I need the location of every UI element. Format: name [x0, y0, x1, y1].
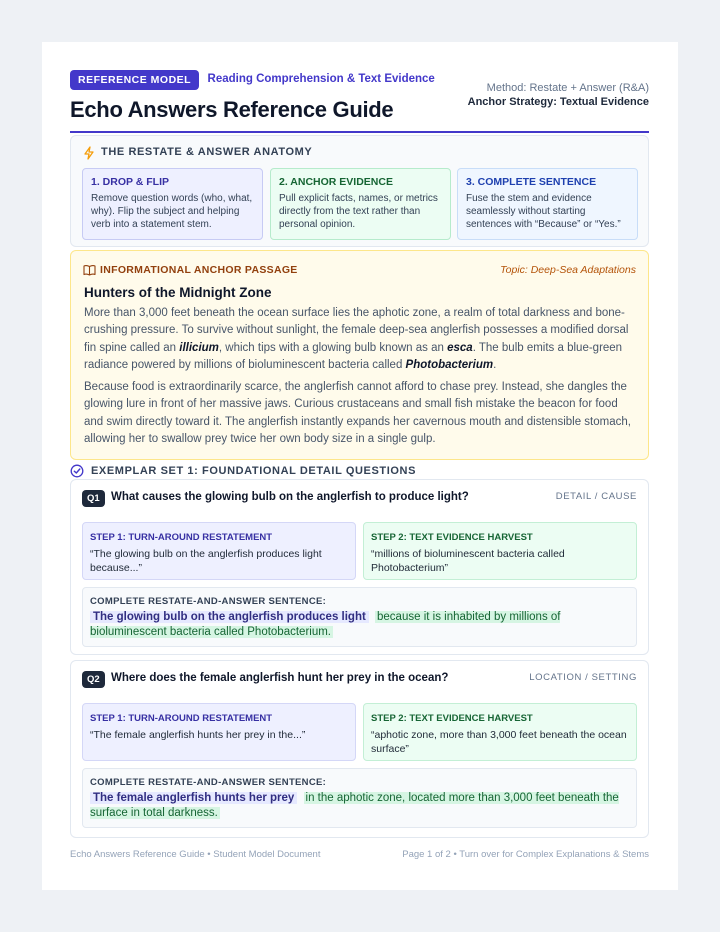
- term-photobacterium: Photobacterium: [405, 358, 494, 371]
- evidence-box: [363, 703, 637, 761]
- anatomy-title: THE RESTATE & ANSWER ANATOMY: [101, 146, 313, 158]
- restate-highlight: The female anglerfish hunts her prey: [90, 792, 297, 804]
- step-body: Remove question words (who, what, why). Flip the subject and helping verb into a statement stem.: [91, 193, 253, 230]
- question-text: Where does the female anglerfish hunt her prey in the ocean?: [111, 672, 449, 684]
- passage-topic: Topic: Deep-Sea Adaptations: [500, 264, 636, 276]
- question-card-q2: [70, 660, 649, 838]
- restate-highlight: The glowing bulb on the anglerfish produces light: [90, 611, 369, 623]
- passage-paragraph-2: Because food is extraordinarily scarce, the anglerfish cannot afford to chase prey. Instead, she dangles the glowing lure in front of her massive jaws. Curious crustaceans and small fish mistake the beacon for food and swim directly toward it. The anglerfish instantly expands her cavernous mouth and distensible stomach, allowing her to swallow prey twice her own body size in a single gulp.: [84, 381, 631, 445]
- page-footer: [70, 849, 649, 860]
- question-card-q1: [70, 479, 649, 655]
- check-circle-icon: [70, 464, 84, 478]
- restatement-text: “The female anglerfish hunts her prey in the...”: [90, 729, 306, 741]
- question-number: Q1: [82, 490, 105, 507]
- strategy-text: Anchor Strategy: Textual Evidence: [467, 96, 649, 108]
- restatement-title: STEP 1: TURN-AROUND RESTATEMENT: [90, 532, 273, 543]
- footer-left: Echo Answers Reference Guide • Student Model Document: [70, 849, 321, 860]
- passage-heading: Hunters of the Midnight Zone: [84, 285, 272, 300]
- anatomy-step-drop-flip: [82, 168, 263, 240]
- header-left: [70, 70, 435, 123]
- anatomy-step-complete-sentence: [457, 168, 638, 240]
- step-title: 3. COMPLETE SENTENCE: [466, 176, 597, 188]
- evidence-highlight: in the aphotic zone, located more than 3,000 feet beneath the surface in total darkness.: [90, 792, 619, 819]
- complete-sentence-box: [82, 587, 637, 647]
- complete-sentence: [90, 791, 629, 821]
- question-tag: LOCATION / SETTING: [529, 672, 637, 683]
- complete-sentence-box: [82, 768, 637, 828]
- step-title: 2. ANCHOR EVIDENCE: [279, 176, 393, 188]
- evidence-text: “aphotic zone, more than 3,000 feet beneath the ocean surface”: [371, 729, 627, 755]
- restatement-box: [82, 703, 356, 761]
- anatomy-section: [70, 135, 649, 247]
- subject-kicker: Reading Comprehension & Text Evidence: [207, 73, 435, 85]
- page-title: Echo Answers Reference Guide: [70, 97, 394, 122]
- lightning-icon: [82, 146, 96, 160]
- footer-right: Page 1 of 2 • Turn over for Complex Explanations & Stems: [402, 849, 649, 860]
- complete-sentence-title: COMPLETE RESTATE-AND-ANSWER SENTENCE:: [90, 777, 327, 788]
- restatement-title: STEP 1: TURN-AROUND RESTATEMENT: [90, 713, 273, 724]
- term-esca: esca: [447, 341, 473, 354]
- restatement-text: “The glowing bulb on the anglerfish produces light because...”: [90, 548, 322, 574]
- method-text: Method: Restate + Answer (R&A): [486, 82, 649, 94]
- step-body: Fuse the stem and evidence seamlessly without starting sentences with “Because” or “Yes.”: [466, 193, 621, 230]
- term-illicium: illicium: [179, 341, 219, 354]
- restatement-box: [82, 522, 356, 580]
- evidence-box: [363, 522, 637, 580]
- header-divider: [70, 131, 649, 133]
- book-icon: [83, 264, 96, 276]
- reference-badge: REFERENCE MODEL: [70, 70, 199, 90]
- anchor-passage: [70, 250, 649, 460]
- complete-sentence-title: COMPLETE RESTATE-AND-ANSWER SENTENCE:: [90, 596, 327, 607]
- evidence-title: STEP 2: TEXT EVIDENCE HARVEST: [371, 532, 533, 543]
- evidence-highlight: because it is inhabited by millions of bioluminescent bacteria called Photobacterium.: [90, 611, 561, 638]
- document-page: [42, 42, 678, 890]
- evidence-title: STEP 2: TEXT EVIDENCE HARVEST: [371, 713, 533, 724]
- passage-label: INFORMATIONAL ANCHOR PASSAGE: [100, 264, 298, 276]
- question-tag: DETAIL / CAUSE: [555, 491, 637, 502]
- exemplar-title: EXEMPLAR SET 1: FOUNDATIONAL DETAIL QUESTIONS: [91, 465, 417, 477]
- step-body: Pull explicit facts, names, or metrics directly from the text rather than personal opinion.: [279, 193, 438, 230]
- complete-sentence: [90, 610, 629, 640]
- question-text: What causes the glowing bulb on the anglerfish to produce light?: [111, 491, 469, 503]
- question-number: Q2: [82, 671, 105, 688]
- passage-paragraph-1: More than 3,000 feet beneath the ocean surface lies the aphotic zone, a realm of total darkness and bone-crushing pressure. To survive without sunlight, the female deep-sea anglerfish possesses a modified dorsal fin spine called an illicium, which tips with a glowing bulb known as an esca. The bulb emits a blue-green radiance powered by millions of bioluminescent bacteria called Photobacterium.: [84, 307, 629, 371]
- anatomy-step-anchor-evidence: [270, 168, 451, 240]
- evidence-text: “millions of bioluminescent bacteria called Photobacterium”: [371, 548, 565, 574]
- step-title: 1. DROP & FLIP: [91, 176, 169, 188]
- header-right: [468, 82, 649, 108]
